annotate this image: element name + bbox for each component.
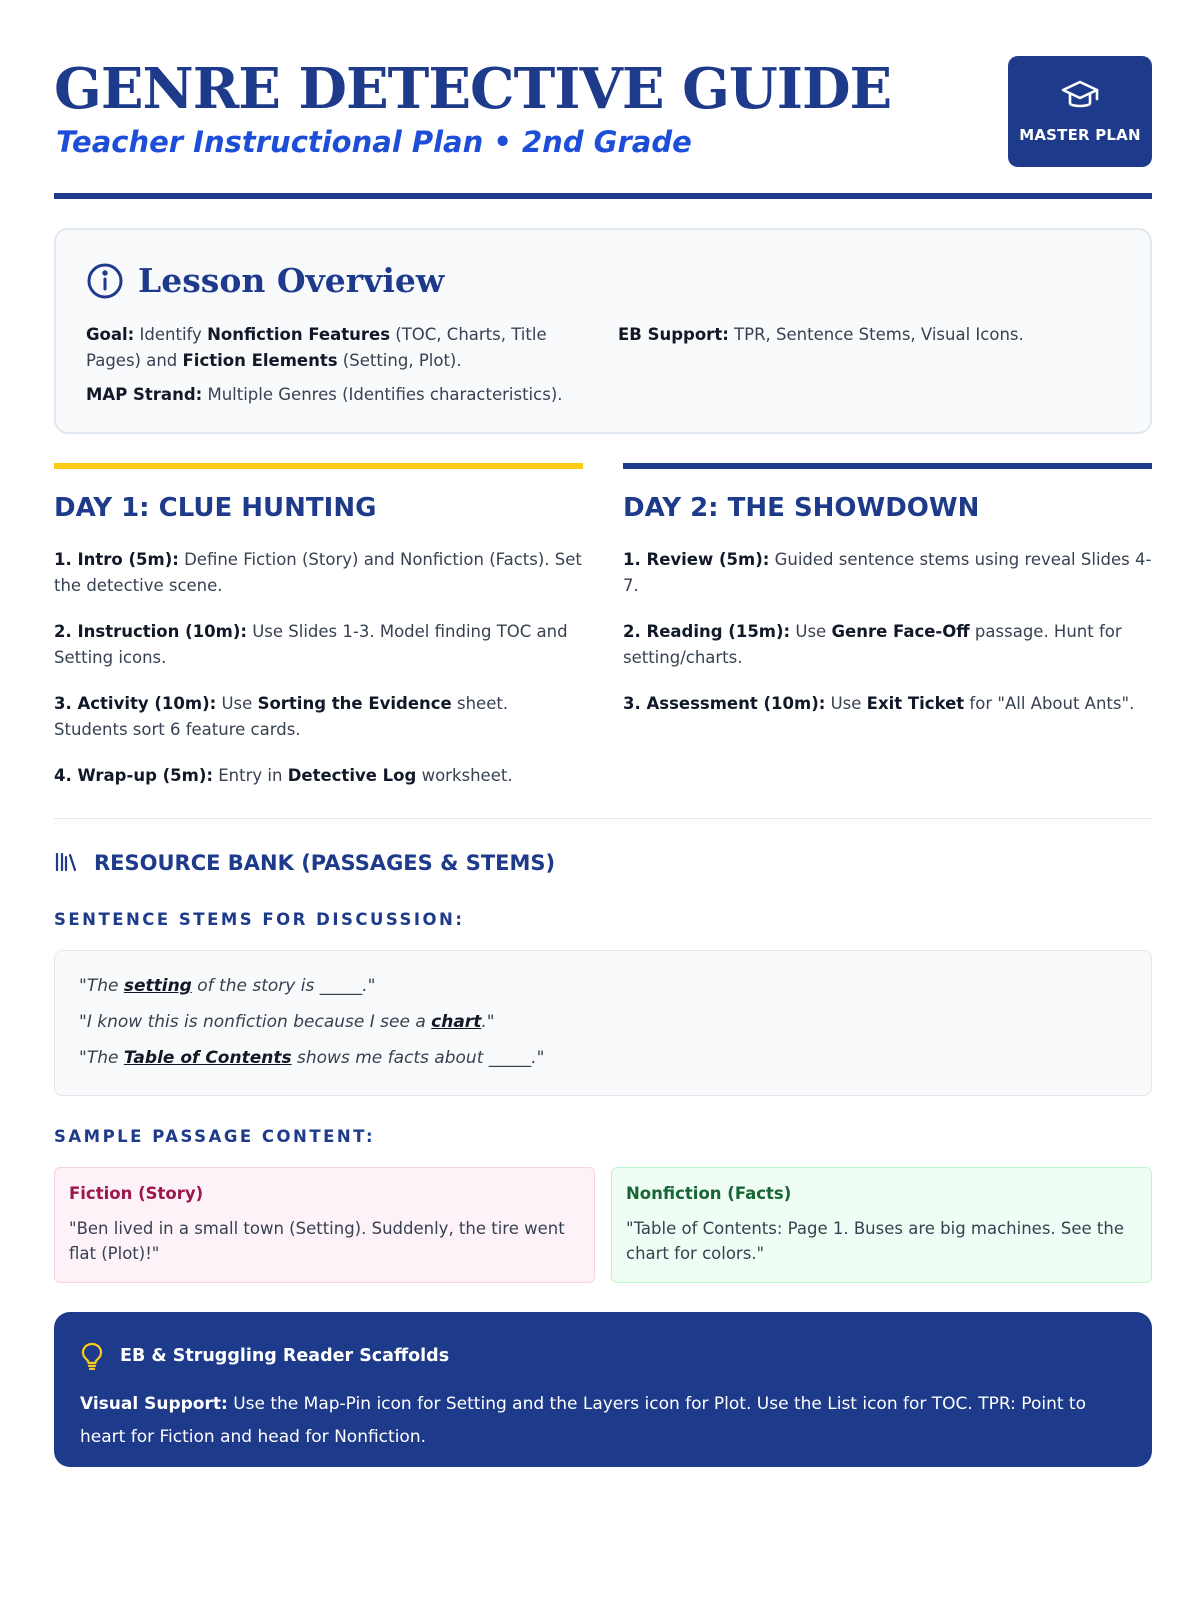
step-text: Use xyxy=(825,694,867,713)
map-strand-line xyxy=(86,382,576,408)
step-text: Use Slides 1-3. Model finding TOC and Setting icons. xyxy=(54,622,568,667)
day-2-title: DAY 2: THE SHOWDOWN xyxy=(623,493,980,523)
sentence-stem xyxy=(79,973,375,999)
badge-label: MASTER PLAN xyxy=(1019,126,1141,144)
step-text: for "All About Ants". xyxy=(964,694,1135,713)
page-header xyxy=(54,56,1152,176)
day-1-step xyxy=(54,763,583,789)
goal-bold-2: Fiction Elements xyxy=(182,351,338,370)
day-1-steps xyxy=(54,547,583,789)
sentence-stems-label: SENTENCE STEMS FOR DISCUSSION: xyxy=(54,910,465,929)
goal-bold-1: Nonfiction Features xyxy=(207,325,391,344)
step-text: Entry in xyxy=(213,766,288,785)
resource-bank-title: RESOURCE BANK (PASSAGES & STEMS) xyxy=(94,851,556,875)
day-2-section xyxy=(623,463,1152,737)
step-bold: Detective Log xyxy=(287,766,417,785)
lesson-overview-card xyxy=(54,228,1152,434)
stem-text: "The xyxy=(79,1048,124,1068)
nonfiction-passage-card xyxy=(611,1167,1152,1283)
stem-text: "I know this is nonfiction because I see a xyxy=(79,1012,432,1032)
step-text: passage. Hunt for setting/charts. xyxy=(623,622,1122,667)
step-label: 3. Activity (10m): xyxy=(54,694,217,713)
scaffolds-title: EB & Struggling Reader Scaffolds xyxy=(120,1346,450,1366)
page-title: GENRE DETECTIVE GUIDE xyxy=(54,56,892,122)
eb-text: TPR, Sentence Stems, Visual Icons. xyxy=(728,325,1024,344)
goal-text-1: Identify xyxy=(134,325,208,344)
day-2-step xyxy=(623,691,1152,717)
day-1-step xyxy=(54,619,583,671)
stem-text: shows me facts about _____." xyxy=(291,1048,545,1068)
map-text: Multiple Genres (Identifies characteristics). xyxy=(202,385,563,404)
goal-label: Goal: xyxy=(86,325,135,344)
map-label: MAP Strand: xyxy=(86,385,203,404)
goal-text-2: (TOC, Charts, Title Pages) and xyxy=(86,325,547,370)
day-1-section xyxy=(54,463,583,809)
day-1-bar xyxy=(54,463,583,469)
stem-text: of the story is _____." xyxy=(191,976,376,996)
day-1-step xyxy=(54,547,583,599)
step-label: 4. Wrap-up (5m): xyxy=(54,766,213,785)
day-2-step xyxy=(623,619,1152,671)
page-subtitle: Teacher Instructional Plan • 2nd Grade xyxy=(56,125,692,159)
step-bold: Genre Face-Off xyxy=(831,622,970,641)
sentence-stem xyxy=(79,1045,544,1071)
master-plan-badge xyxy=(1008,56,1152,167)
scaffolds-panel xyxy=(54,1312,1152,1467)
step-label: 1. Review (5m): xyxy=(623,550,770,569)
sentence-stem xyxy=(79,1009,495,1035)
eb-label: EB Support: xyxy=(618,325,729,344)
goal-line xyxy=(86,322,576,374)
step-label: 2. Instruction (10m): xyxy=(54,622,247,641)
stem-keyword: setting xyxy=(123,976,192,996)
stem-text: "The xyxy=(79,976,124,996)
eb-support-line xyxy=(618,322,1118,348)
day-1-step xyxy=(54,691,583,743)
visual-support-text: Use the Map-Pin icon for Setting and the Layers icon for Plot. Use the List icon for TOC. TPR: Point to heart for Fiction and head for Nonfiction. xyxy=(80,1394,1086,1447)
step-text: worksheet. xyxy=(416,766,513,785)
section-divider xyxy=(54,818,1152,819)
step-label: 3. Assessment (10m): xyxy=(623,694,826,713)
day-2-steps xyxy=(623,547,1152,717)
day-2-step xyxy=(623,547,1152,599)
lightbulb-icon xyxy=(80,1342,104,1370)
nonfiction-text: "Table of Contents: Page 1. Buses are big machines. See the chart for colors." xyxy=(626,1219,1125,1263)
sentence-stems-box xyxy=(54,950,1152,1096)
graduation-cap-icon xyxy=(1060,78,1100,112)
step-label: 1. Intro (5m): xyxy=(54,550,179,569)
step-text: Define Fiction (Story) and Nonfiction (Facts). Set the detective scene. xyxy=(54,550,582,595)
visual-support-label: Visual Support: xyxy=(80,1394,228,1414)
sample-passage-label: SAMPLE PASSAGE CONTENT: xyxy=(54,1127,376,1146)
step-text: Use xyxy=(216,694,258,713)
fiction-text: "Ben lived in a small town (Setting). Suddenly, the tire went flat (Plot)!" xyxy=(69,1219,565,1263)
step-text: Guided sentence stems using reveal Slides 4-7. xyxy=(623,550,1152,595)
step-bold: Sorting the Evidence xyxy=(257,694,452,713)
fiction-passage-card xyxy=(54,1167,595,1283)
header-divider xyxy=(54,193,1152,199)
overview-title: Lesson Overview xyxy=(138,261,445,300)
step-bold: Exit Ticket xyxy=(866,694,965,713)
nonfiction-title: Nonfiction (Facts) xyxy=(626,1184,792,1203)
library-icon xyxy=(54,852,78,872)
step-text: Use xyxy=(790,622,832,641)
fiction-title: Fiction (Story) xyxy=(69,1184,204,1203)
day-2-bar xyxy=(623,463,1152,469)
day-1-title: DAY 1: CLUE HUNTING xyxy=(54,493,377,523)
stem-text: ." xyxy=(481,1012,495,1032)
stem-keyword: chart xyxy=(431,1012,482,1032)
stem-keyword: Table of Contents xyxy=(123,1048,292,1068)
info-icon xyxy=(86,262,124,300)
overview-right-column xyxy=(618,322,1118,348)
scaffolds-text xyxy=(80,1388,1130,1454)
overview-left-column xyxy=(86,322,576,408)
goal-text-3: (Setting, Plot). xyxy=(337,351,462,370)
step-label: 2. Reading (15m): xyxy=(623,622,791,641)
step-text: sheet. Students sort 6 feature cards. xyxy=(54,694,509,739)
